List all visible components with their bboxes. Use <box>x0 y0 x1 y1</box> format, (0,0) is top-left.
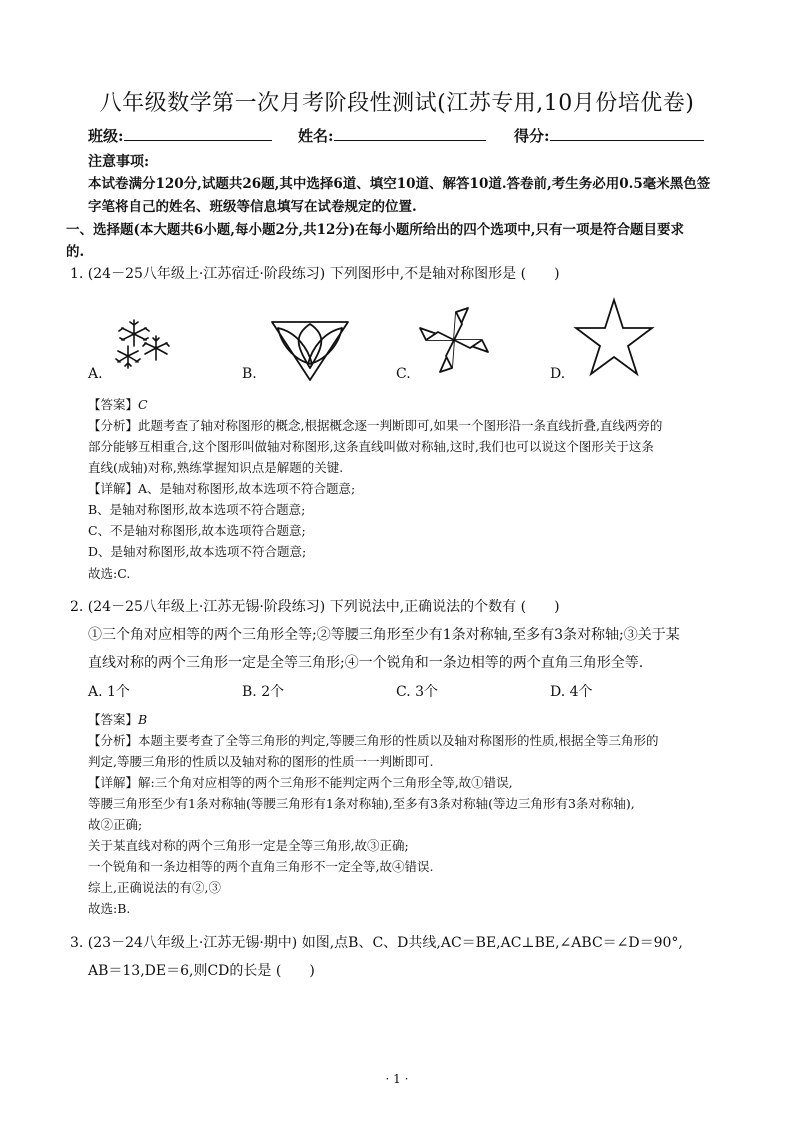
q2-detail-3: 故②正确; <box>88 817 143 832</box>
q2-detail-5: 一个锐角和一条边相等的两个直角三角形不一定全等,故④错误. <box>88 859 434 874</box>
q3-stem-2: AB＝13,DE＝6,则CD的长是 ( ) <box>88 963 315 979</box>
score-field[interactable] <box>514 125 704 146</box>
q1-stem: 1. (24－25八年级上·江苏宿迁·阶段练习) 下列图形中,不是轴对称图形是 ( ) <box>70 266 560 282</box>
q1-answer-value: C <box>138 397 148 412</box>
q2-conclusion: 故选:B. <box>88 901 131 916</box>
notice-line-2: 字笔将自己的姓名、班级等信息填写在试卷规定的位置. <box>88 199 417 215</box>
q3-stem-1: 3. (23－24八年级上·江苏无锡·期中) 如图,点B、C、D共线,AC＝BE,AC⊥BE,∠ABC＝∠D＝90°, <box>70 935 683 951</box>
name-field[interactable] <box>298 125 486 146</box>
score-label: 得分: <box>514 127 550 145</box>
page-number: · 1 · <box>385 1072 409 1086</box>
q1-analysis-2: 部分能够互相重合,这个图形叫做轴对称图形,这条直线叫做对称轴,这时,我们也可以说这个图形关于这条 <box>88 439 654 454</box>
q1-conclusion: 故选:C. <box>88 566 131 581</box>
q1-analysis-1: 【分析】此题考查了轴对称图形的概念,根据概念逐一判断即可,如果一个图形沿一条直线折叠,直线两旁的 <box>88 418 663 433</box>
q2-stem: 2. (24－25八年级上·江苏无锡·阶段练习) 下列说法中,正确说法的个数有 ( ) <box>70 599 560 615</box>
triangle-knot-figure <box>268 318 352 382</box>
q2-answer <box>88 710 147 728</box>
q2-body-2: 直线对称的两个三角形一定是全等三角形;④一个锐角和一条边相等的两个直角三角形全等. <box>88 655 644 671</box>
q2-option-b[interactable]: B. 2个 <box>242 684 285 700</box>
q1-option-b[interactable]: B. <box>242 366 257 382</box>
snowflake-1 <box>119 320 149 346</box>
q2-detail-1: 【详解】解:三个角对应相等的两个三角形不能判定两个三角形全等,故①错误, <box>88 775 513 790</box>
q2-answer-tag: 【答案】 <box>88 712 139 727</box>
q1-detail-4: D、是轴对称图形,故本选项不符合题意; <box>88 544 307 559</box>
q2-answer-value: B <box>138 712 148 727</box>
q2-detail-4: 关于某直线对称的两个三角形一定是全等三角形,故③正确; <box>88 838 409 853</box>
q2-option-a[interactable]: A. 1个 <box>88 684 130 700</box>
q2-analysis-1: 【分析】本题主要考查了全等三角形的判定,等腰三角形的性质以及轴对称图形的性质,根据全等三角形的 <box>88 733 659 748</box>
name-label: 姓名: <box>298 127 334 145</box>
section-1-line-1: 一、选择题(本大题共6小题,每小题2分,共12分)在每小题所给出的四个选项中,只有一项是符合题目要求 <box>66 222 684 238</box>
snowflake-figure <box>112 318 172 370</box>
class-blank[interactable] <box>124 125 272 141</box>
q1-option-c[interactable]: C. <box>396 366 411 382</box>
name-blank[interactable] <box>334 125 486 141</box>
pinwheel-figure <box>418 304 490 376</box>
q1-detail-2: B、是轴对称图形,故本选项不符合题意; <box>88 502 306 517</box>
q2-detail-2: 等腰三角形至少有1条对称轴(等腰三角形有1条对称轴),至多有3条对称轴(等边三角形有3条对称轴), <box>88 796 635 811</box>
q1-detail-1: 【详解】A、是轴对称图形,故本选项不符合题意; <box>88 481 356 496</box>
q1-answer-tag: 【答案】 <box>88 397 139 412</box>
q2-option-c[interactable]: C. 3个 <box>396 684 439 700</box>
class-field[interactable] <box>88 125 272 146</box>
q1-option-a[interactable]: A. <box>88 366 103 382</box>
q2-body-1: ①三个角对应相等的两个三角形全等;②等腰三角形至少有1条对称轴,至多有3条对称轴;③关于某 <box>88 627 680 643</box>
q1-option-d[interactable]: D. <box>550 366 566 382</box>
q2-option-d[interactable]: D. 4个 <box>550 684 593 700</box>
notice-heading: 注意事项: <box>88 154 150 170</box>
star-figure <box>574 298 654 376</box>
notice-line-1: 本试卷满分120分,试题共26题,其中选择6道、填空10道、解答10道.答卷前,考生务必用0.5毫米黑色签 <box>88 176 711 192</box>
snowflake-2 <box>143 336 169 360</box>
q1-analysis-3: 直线(成轴)对称,熟练掌握知识点是解题的关键. <box>88 460 344 475</box>
q1-answer <box>88 395 148 413</box>
section-1-line-2: 的. <box>66 244 85 260</box>
snowflake-3 <box>116 346 140 368</box>
page-title: 八年级数学第一次月考阶段性测试(江苏专用,10月份培优卷) <box>99 91 695 116</box>
q1-detail-3: C、不是轴对称图形,故本选项符合题意; <box>88 523 306 538</box>
class-label: 班级: <box>88 127 124 145</box>
q2-analysis-2: 判定,等腰三角形的性质以及轴对称的图形的性质一一判断即可. <box>88 754 434 769</box>
q2-detail-6: 综上,正确说法的有②,③ <box>88 880 221 895</box>
score-blank[interactable] <box>550 125 704 141</box>
